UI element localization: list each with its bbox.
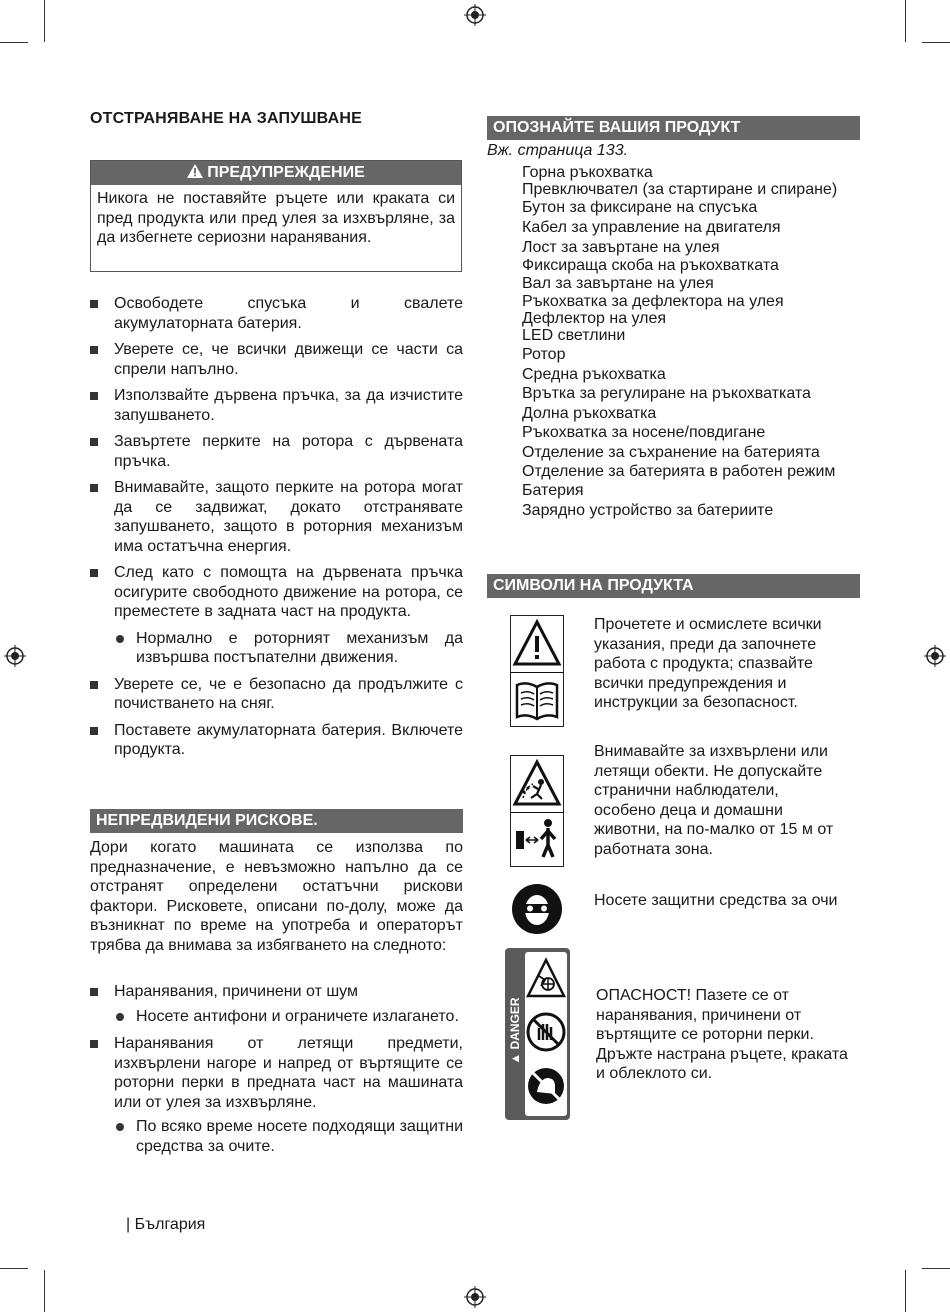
risks-intro: Дори когато машината се използва по предназначение, е невъзможно напълно да се отстранят определени остатъчни рискови фактори. Рисковете, описани по-долу, може да възникнат по време на употреба и операторът трябва да внимава за избягването на следното: [90, 839, 463, 954]
list-item: Ръкохватка за носене/повдигане [522, 424, 766, 441]
crop-mark [44, 1270, 45, 1312]
list-item: Освободете спусъка и свалете акумулаторната батерия. [90, 294, 463, 333]
list-item: LED светлини [522, 327, 626, 344]
list-item: Поставете акумулаторната батерия. Включете продукта. [90, 721, 463, 760]
warning-title: ПРЕДУПРЕЖДЕНИЕ [207, 164, 365, 181]
list-item: Внимавайте, защото перките на ротора могат да се задвижат, докато отстранявате запушването, защото в роторния механизъм има остатъчна енергия. [90, 478, 463, 556]
list-item: Зарядно устройство за батериите [522, 501, 774, 519]
warning-box [90, 160, 462, 272]
warning-triangle-icon [511, 616, 563, 672]
list-item: Отделение за съхранение на батерията [522, 443, 820, 461]
list-item: Бутон за фиксиране на спусъка [522, 199, 758, 216]
list-item: Наранявания, причинени от шум [90, 982, 463, 1002]
clearing-steps-list [90, 294, 463, 760]
list-item: Превключвател (за стартиране и спиране) [522, 181, 838, 198]
danger-label [505, 948, 570, 1120]
list-item: Вал за завъртане на улея [522, 275, 714, 292]
registration-mark-icon [464, 4, 486, 26]
list-item: Ротор [522, 346, 566, 363]
crop-mark [905, 0, 906, 42]
symbol-text-read-manual: Прочетете и осмислете всички указания, преди да започнете работа с продукта; спазвайте всички предупреждения и инструкции за безопасност. [594, 616, 822, 711]
crop-mark [905, 1270, 906, 1312]
list-item: Дефлектор на улея [522, 310, 667, 327]
manual-book-icon [511, 673, 563, 727]
list-item: Батерия [522, 482, 584, 499]
list-item: Наранявания от летящи предмети, изхвърлени нагоре и напред от въртящите се роторни перки в предната част на машината или от улея за изхвърляне. [90, 1034, 463, 1112]
list-item: Ръкохватка за дефлектора на улея [522, 293, 784, 310]
read-manual-symbol [510, 615, 564, 727]
thrown-objects-icon [511, 756, 563, 812]
list-item: Долна ръкохватка [522, 404, 657, 422]
warning-text: Никога не поставяйте ръцете или краката си пред продукта или пред улея за изхвърляне, за да избегнете сериозни наранявания. [97, 190, 455, 246]
rotor-hazard-icon [525, 956, 567, 1004]
thrown-objects-symbol [510, 755, 564, 867]
risks-list [90, 982, 463, 1156]
list-item: Отделение за батерията в работен режим [522, 463, 836, 480]
danger-word: ▲ DANGER [508, 997, 522, 1065]
list-item: Лост за завъртане на улея [522, 239, 720, 256]
page-footer-language: | България [126, 1216, 206, 1233]
list-item: Вpътка за регулиране на ръкохватката [522, 385, 811, 402]
registration-mark-icon [4, 645, 26, 667]
symbol-text-danger: ОПАСНОСТ! Пазете се от наранявания, причинени от въртящите се роторни перки. Дръжте настрана ръцете, краката и облеклото си. [596, 987, 848, 1082]
list-subitem: По всяко време носете подходящи защитни средства за очите. [90, 1117, 463, 1156]
warning-triangle-icon [187, 164, 203, 178]
list-item: След като с помощта на дървената пръчка осигурите свободното движение на ротора, се преместете в задната част на продукта. [90, 563, 463, 622]
symbol-text-eye-protection: Носете защитни средства за очи [594, 892, 838, 909]
list-item: Средна ръкохватка [522, 365, 666, 383]
crop-mark [922, 42, 950, 43]
crop-mark [0, 42, 28, 43]
registration-mark-icon [464, 1286, 486, 1308]
section-title-clearing-clog: ОТСТРАНЯВАНЕ НА ЗАПУШВАНЕ [90, 110, 362, 127]
product-symbols-bar: СИМВОЛИ НА ПРОДУКТА [487, 574, 860, 598]
list-item: Уверете се, че е безопасно да продължите с почистването на сняг. [90, 675, 463, 714]
list-item: Използвайте дървена пръчка, за да изчистите запушването. [90, 386, 463, 425]
bystander-distance-icon [511, 813, 563, 867]
warning-header [91, 161, 461, 185]
list-item: Уверете се, че всички движещи се части са спрели напълно. [90, 340, 463, 379]
list-item: Кабел за управление на двигателя [522, 219, 781, 236]
no-feet-icon [525, 1064, 567, 1108]
list-item: Фиксираща скоба на ръкохватката [522, 257, 779, 274]
list-item: Завъртете перките на ротора с дървената пръчка. [90, 432, 463, 471]
crop-mark [44, 0, 45, 42]
crop-mark [922, 1268, 950, 1269]
crop-mark [0, 1268, 28, 1269]
eye-protection-icon [511, 883, 563, 935]
parts-list [522, 164, 860, 520]
list-subitem: Носете антифони и ограничете излагането. [90, 1007, 463, 1027]
symbol-text-thrown-objects: Внимавайте за изхвърлени или летящи обекти. Не допускайте странични наблюдатели, особено деца и домашни животни, на по-малко от 15 м от работната зона. [594, 743, 834, 858]
registration-mark-icon [924, 645, 946, 667]
list-item: Горна ръкохватка [522, 164, 653, 181]
page-reference: Вж. страница 133. [487, 142, 629, 159]
danger-icon-panel [525, 952, 567, 1116]
know-product-bar: ОПОЗНАЙТЕ ВАШИЯ ПРОДУКТ [487, 116, 860, 140]
list-subitem: Нормално е роторният механизъм да извършва постъпателни движения. [90, 629, 463, 668]
no-hands-icon [525, 1010, 567, 1054]
risks-section-bar: НЕПРЕДВИДЕНИ РИСКОВЕ. [90, 809, 463, 833]
